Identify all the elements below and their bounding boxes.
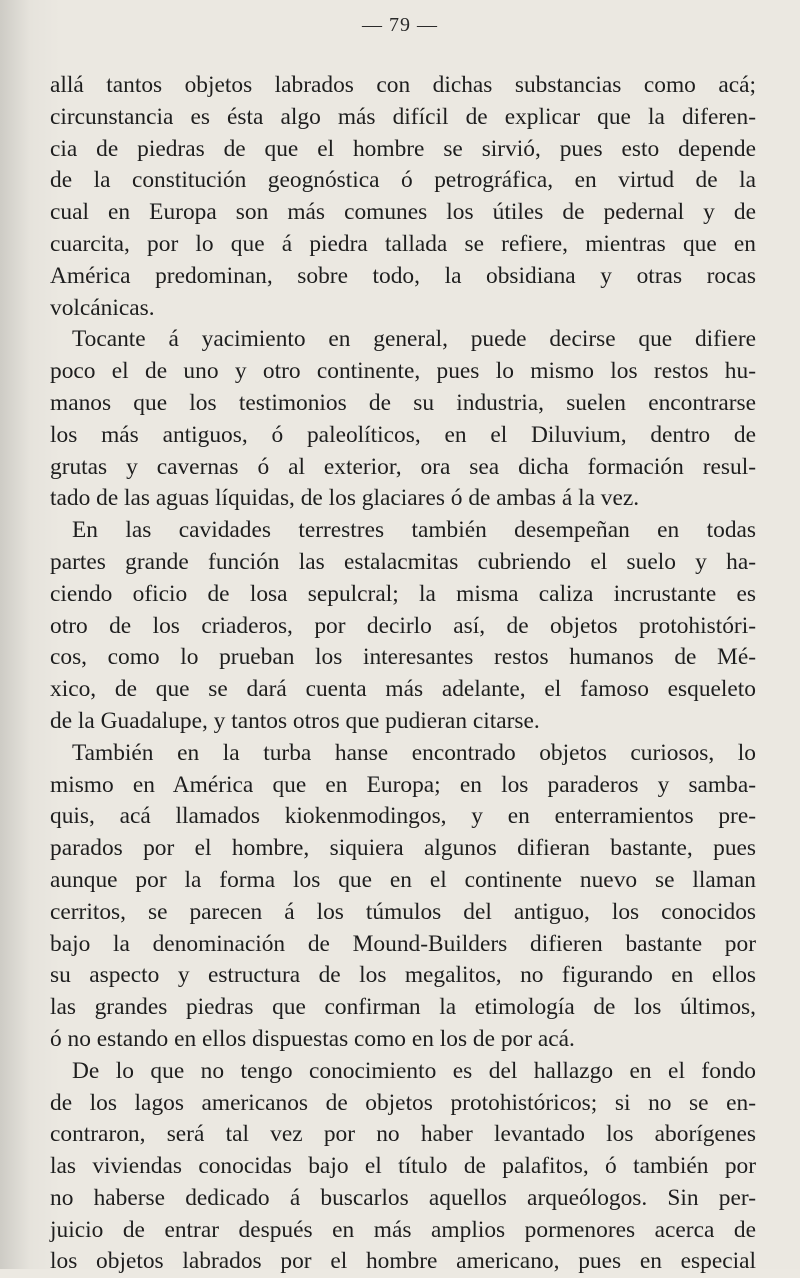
body-text [50, 70, 756, 1278]
text-line: circunstancia es ésta algo más difícil de explicar que la diferen- [50, 103, 756, 130]
paragraph [50, 70, 756, 324]
text-line: ciendo oficio de losa sepulcral; la misma caliza incrustante es [50, 580, 756, 607]
text-line: cos, como lo prueban los interesantes restos humanos de Mé- [50, 644, 756, 671]
text-line: cuarcita, por lo que á piedra tallada se refiere, mientras que en [50, 230, 756, 257]
text-line: cual en Europa son más comunes los útiles de pedernal y de [50, 199, 756, 226]
text-line: En las cavidades terrestres también desempeñan en todas [72, 517, 756, 544]
text-line: no haberse dedicado á buscarlos aquellos arqueólogos. Sin per- [50, 1184, 756, 1211]
text-line: cia de piedras de que el hombre se sirvió, pues esto depende [50, 135, 756, 162]
text-line: Tocante á yacimiento en general, puede decirse que difiere [72, 326, 756, 353]
text-line: xico, de que se dará cuenta más adelante, el famoso esqueleto [50, 676, 756, 703]
text-line: grutas y cavernas ó al exterior, ora sea dicha formación resul- [50, 453, 756, 480]
text-line: de la constitución geognóstica ó petrográfica, en virtud de la [50, 167, 756, 194]
text-line: manos que los testimonios de su industria, suelen encontrarse [50, 389, 756, 416]
text-line: las viviendas conocidas bajo el título de palafitos, ó también por [50, 1153, 756, 1180]
page-number: — 79 — [362, 14, 438, 36]
text-line: poco el de uno y otro continente, pues lo mismo los restos hu- [50, 358, 756, 385]
text-line: mismo en América que en Europa; en los paraderos y samba- [50, 771, 756, 798]
text-line: de los lagos americanos de objetos protohistóricos; si no se en- [50, 1089, 756, 1116]
text-line: quis, acá llamados kiokenmodingos, y en enterramientos pre- [50, 803, 756, 830]
text-line: de la Guadalupe, y tantos otros que pudieran citarse. [50, 707, 540, 734]
text-line: parados por el hombre, siquiera algunos difieran bastante, pues [50, 835, 756, 862]
text-line: su aspecto y estructura de los megalitos, no figurando en ellos [50, 962, 756, 989]
text-line: las grandes piedras que confirman la etimología de los últimos, [50, 994, 756, 1021]
text-line: los objetos labrados por el hombre americano, pues en especial [50, 1248, 756, 1275]
text-line: partes grande función las estalacmitas cubriendo el suelo y ha- [50, 548, 756, 575]
text-line: juicio de entrar después en más amplios pormenores acerca de [50, 1216, 756, 1243]
text-line: contraron, será tal vez por no haber levantado los aborígenes [50, 1121, 756, 1148]
text-line: ó no estando en ellos dispuestas como en los de por acá. [50, 1025, 575, 1052]
text-line: los más antiguos, ó paleolíticos, en el Diluvium, dentro de [50, 421, 756, 448]
text-line: cerritos, se parecen á los túmulos del antiguo, los conocidos [50, 898, 756, 925]
paragraph [50, 738, 756, 1056]
text-line: aunque por la forma los que en el continente nuevo se llaman [50, 866, 756, 893]
paragraph [50, 1056, 756, 1278]
text-line: volcánicas. [50, 294, 155, 321]
paragraph [50, 515, 756, 738]
text-line: bajo la denominación de Mound-Builders difieren bastante por [50, 930, 756, 957]
text-line: También en la turba hanse encontrado objetos curiosos, lo [72, 739, 756, 766]
text-line: América predominan, sobre todo, la obsidiana y otras rocas [50, 262, 756, 289]
paragraph [50, 324, 756, 515]
text-line: allá tantos objetos labrados con dichas substancias como acá; [50, 72, 756, 98]
text-line: De lo que no tengo conocimiento es del hallazgo en el fondo [72, 1057, 756, 1084]
text-line: tado de las aguas líquidas, de los glaciares ó de ambas á la vez. [50, 485, 640, 512]
text-line: otro de los criaderos, por decirlo así, de objetos protohistóri- [50, 612, 756, 639]
